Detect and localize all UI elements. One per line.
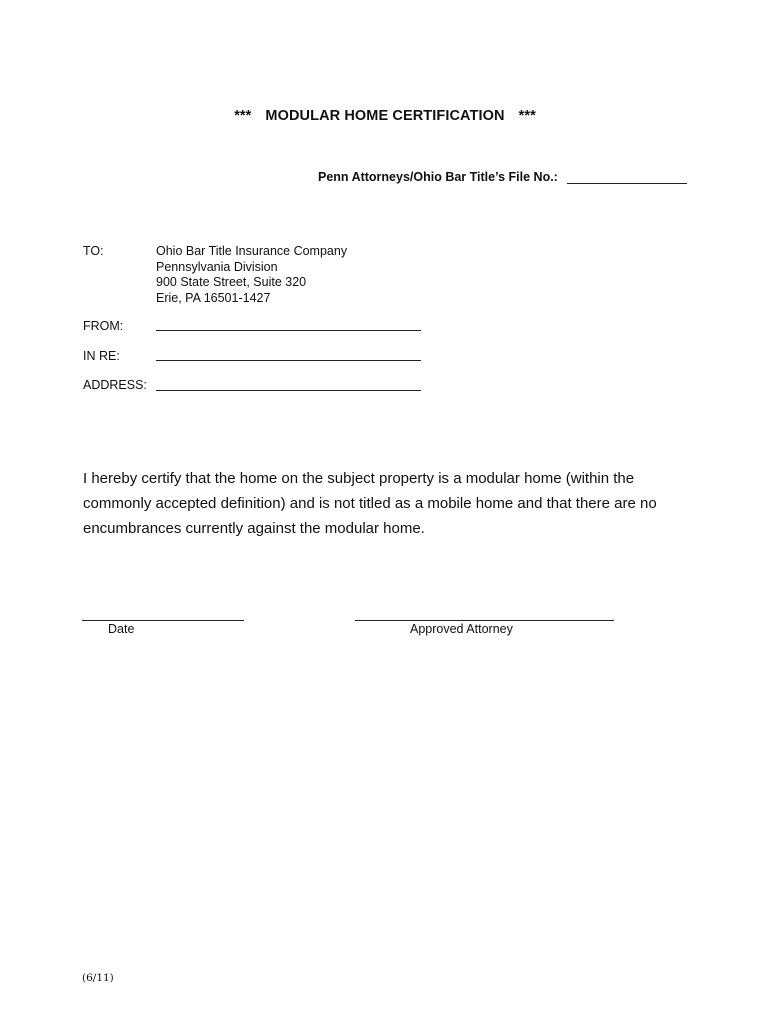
attorney-signature-line[interactable] <box>355 620 614 621</box>
form-revision-footer: (6/11) <box>82 972 114 984</box>
address-field[interactable] <box>156 390 421 391</box>
address-line-city: Erie, PA 16501-1427 <box>156 290 271 305</box>
address-line-street: 900 State Street, Suite 320 <box>156 275 307 289</box>
in-re-field[interactable] <box>156 360 421 361</box>
address-line-division: Pennsylvania Division <box>156 259 278 274</box>
in-re-label: IN RE: <box>83 349 120 363</box>
file-number-field[interactable] <box>567 183 687 184</box>
address-line-company: Ohio Bar Title Insurance Company <box>156 244 348 258</box>
title-stars-right: *** <box>518 108 536 124</box>
approved-attorney-label: Approved Attorney <box>410 622 513 636</box>
from-field[interactable] <box>156 330 421 331</box>
from-label: FROM: <box>83 319 124 333</box>
date-signature-line[interactable] <box>82 620 244 621</box>
title-text: MODULAR HOME CERTIFICATION <box>265 108 505 124</box>
address-label: ADDRESS: <box>83 378 147 392</box>
certification-statement: I hereby certify that the home on the subject property is a modular home (within the commonly accepted definition) and is not titled as a mobile home and that there are no encumbrances currently against the modular home. <box>83 470 657 537</box>
file-number-label: Penn Attorneys/Ohio Bar Title’s File No.: <box>318 170 558 184</box>
document-title <box>0 108 770 124</box>
to-address-block <box>156 244 347 306</box>
to-label: TO: <box>83 244 104 258</box>
title-stars-left: *** <box>234 108 252 124</box>
date-label: Date <box>108 622 135 636</box>
